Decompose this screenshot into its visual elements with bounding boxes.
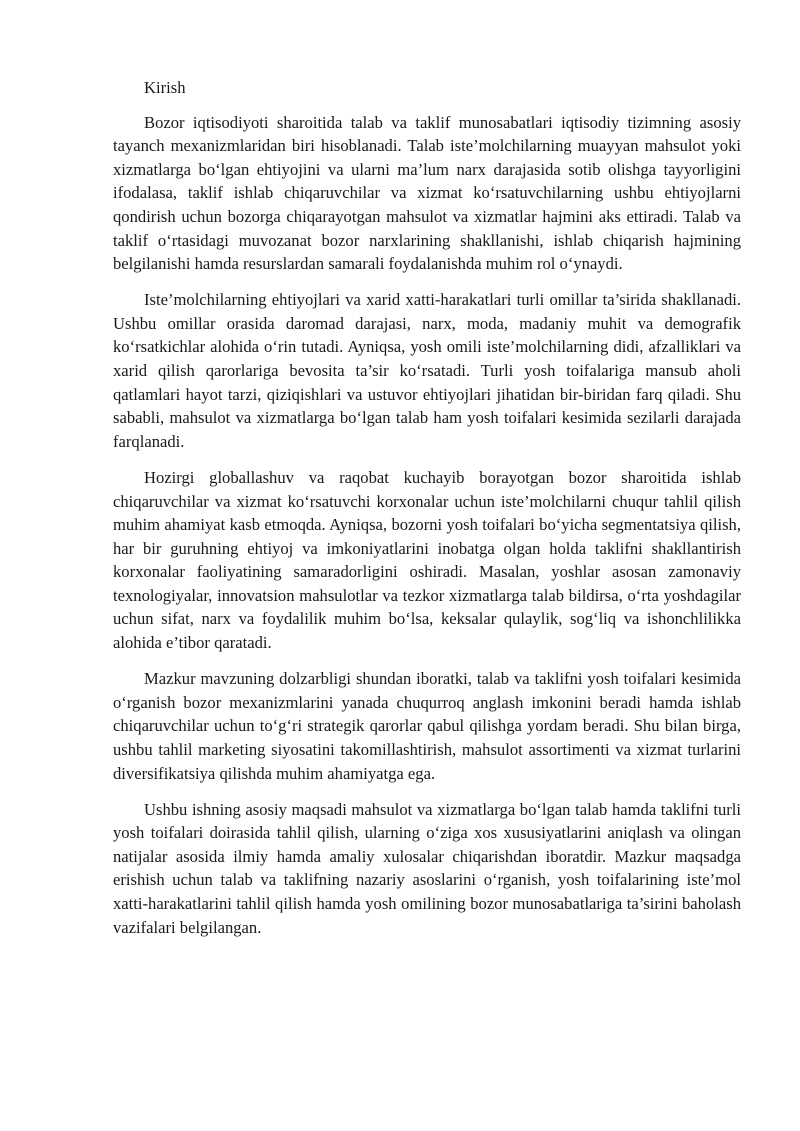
paragraph-3: Hozirgi globallashuv va raqobat kuchayib borayotgan bozor sharoitida ishlab chiqaruvchilar va xizmat ko‘rsatuvchi korxonalar uchun iste’molchilarni chuqur tahlil qilish muhim ahamiyat kasb etmoqda. Ayniqsa, bozorni yosh toifalari bo‘yicha segmentatsiya qilish, har bir guruhning ehtiyoj va imkoniyatlarini inobatga olgan holda taklifni shakllantirish korxonalar faoliyatining samaradorligini oshiradi. Masalan, yoshlar asosan zamonaviy texnologiyalar, innovatsion mahsulotlar va tezkor xizmatlarga talab bildirsa, o‘rta yoshdagilar uchun sifat, narx va foydalilik muhim bo‘lsa, keksalar qulaylik, sog‘liq va ishonchlilikka alohida e’tibor qaratadi. bbox=[113, 467, 741, 653]
paragraph-4: Mazkur mavzuning dolzarbligi shundan iboratki, talab va taklifni yosh toifalari kesimida o‘rganish bozor mexanizmlarini yanada chuqurroq anglash imkonini beradi hamda ishlab chiqaruvchilar uchun to‘g‘ri strategik qarorlar qabul qilishga yordam beradi. Shu bilan birga, ushbu tahlil marketing siyosatini takomillashtirish, mahsulot assortimenti va xizmat turlarini diversifikatsiya qilishda muhim ahamiyatga ega. bbox=[113, 669, 741, 783]
document-body bbox=[113, 76, 741, 952]
paragraph-2: Iste’molchilarning ehtiyojlari va xarid xatti-harakatlari turli omillar ta’sirida shakllanadi. Ushbu omillar orasida daromad darajasi, narx, moda, madaniy muhit va demografik ko‘rsatkichlar alohida o‘rin tutadi. Ayniqsa, yosh omili iste’molchilarning didi, afzalliklari va xarid qilish qarorlariga bevosita ta’sir ko‘rsatadi. Turli yosh toifalariga mansub aholi qatlamlari hayot tarzi, qiziqishlari va ustuvor ehtiyojlari jihatidan bir-biridan farq qiladi. Shu sababli, mahsulot va xizmatlarga bo‘lgan talab ham yosh toifalari kesimida sezilarli darajada farqlanadi. bbox=[113, 290, 741, 451]
paragraph-1: Bozor iqtisodiyoti sharoitida talab va taklif munosabatlari iqtisodiy tizimning asosiy tayanch mexanizmlaridan biri hisoblanadi. Talab iste’molchilarning muayyan mahsulot yoki xizmatlarga bo‘lgan ehtiyojini va ularni ma’lum narx darajasida sotib olishga tayyorligini ifodalasa, taklif ishlab chiqaruvchilar va xizmat ko‘rsatuvchilarning ushbu ehtiyojlarni qondirish uchun bozorga chiqarayotgan mahsulot va xizmatlar hajmini aks ettiradi. Talab va taklif o‘rtasidagi muvozanat bozor narxlarining shakllanishi, ishlab chiqarish hajmining belgilanishi hamda resurslardan samarali foydalanishda muhim rol o‘ynaydi. bbox=[113, 112, 741, 274]
paragraph-5: Ushbu ishning asosiy maqsadi mahsulot va xizmatlarga bo‘lgan talab hamda taklifni turli yosh toifalari doirasida tahlil qilish, ularning o‘ziga xos xususiyatlarini aniqlash va olingan natijalar asosida ilmiy hamda amaliy xulosalar chiqarishdan iboratdir. Mazkur maqsadga erishish uchun talab va taklifning nazariy asoslarini o‘rganish, yosh toifalarining iste’mol xatti-harakatlarini tahlil qilish hamda yosh omilining bozor munosabatlariga ta’sirini baholash vazifalari belgilangan. bbox=[113, 799, 741, 937]
section-heading: Kirish bbox=[144, 78, 186, 97]
